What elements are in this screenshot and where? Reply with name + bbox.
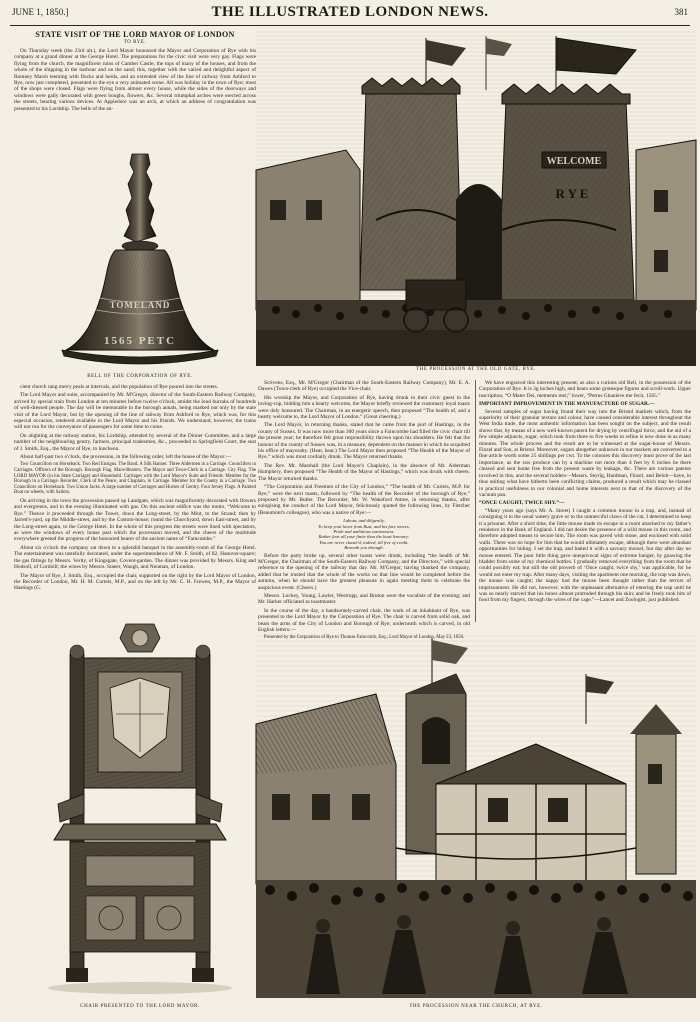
chair-caption: CHAIR PRESENTED TO THE LORD MAYOR. [80,1004,200,1009]
paragraph: The Mayor of Rye, J. Smith, Esq., occupied the chair, supported on the right by the Lord Mayor of London, the Recorder of London, Mr. H. M. Curteis, M.P., and on the left by Mr. C. H. Frewen, M.P., the Mayor of Hastings (G. [14,572,256,592]
paragraph: “The Corporation and Freemen of the City of London,” “The health of Mr. Curteis, M.P. for Rye,” were the next toasts, followed by “The health of the Recorder of the borough of Rye,” proposed by Mr. Butler. The Recorder, Mr. W. Wakeford Attree, in returning thanks, after eulogising the conduct of the Lord Mayor, felicitously quoted the following lines, by Fletcher (Beaumont's colleague), who was a native of Rye:— [258,484,470,516]
masthead [10,4,690,26]
sugar-heading: IMPORTANT IMPROVEMENT IN THE MANUFACTURE OF SUGAR.— [479,401,655,408]
church-engraving [256,634,696,998]
gate-welcome-text: WELCOME [546,156,602,167]
gate-caption: THE PROCESSION AT THE OLD GATE, RYE. [415,367,537,372]
bell-illustration [40,150,240,372]
paragraph: In the course of the day, a handsomely-carved chair, the work of an inhabitant of Rye, was presented to the Lord Mayor by the Corporation of Rye. The chair is carved from solid oak, and bears the arms of the City of London and Borough of Rye; underneath which is carved, in old English letters:— [258,607,470,634]
poem-line: Labour, and diligently, [343,518,385,524]
bell-caption: BELL OF THE CORPORATION OF RYE. [87,374,193,379]
paragraph: On arriving in the town the procession passed up Landgate, which was magnificently decorated with flowers and evergreens, and in the evening illuminated with gas. On this ancient edifice was the motto, “Welcome to Rye.” Thence it proceeded through the Tower, down the Long-street, by the Mint, to the Strand; then by Jarrett's-yard, up the Middle-street, and by the Custom-house; round the Churchyard, down East-street, and by the Long-street again, to the George Hotel. In the whole of this progress the streets were lined with spectators, as were the windows of every house past which the procession moved, and the cheers of the multitude everywhere greeted the progress of the honoured bearer of the ancient name of “Farncombe.” [14,498,256,543]
article-intro: On Thursday week (the 23rd ult.), the Lord Mayor honoured the Mayor and Corporation of Rye with his company at a grand dinner at the George Hotel. The preparations for the civic visit were very gay. Flags were flying from the church, the magnificent ruins of Camber Castle, the tops of many of the houses, and from the whole of the shipping in the harbour and on the sand; this, together with the varied and delightful aspect of Romney Marsh teeming with flocks and herds, and an extended view of the line of railway from Ashford to Rye, now just completed, presented to the eye a very animated scene. All was holiday in the town of Rye; most of the shops were closed. Flags were flying from almost every house, while the sides of the doorways and windows were gaily decorated with green boughs, flowers, &c. Several triumphal arches were erected across the streets, bearing various devices. At Appledore was an arch, at which an address of congratulation was presented to his Lordship. The bells of the an- [14,48,256,112]
issue-date: JUNE 1, 1850.] [12,7,69,17]
paragraph: On alighting at the railway station, his Lordship, attended by several of the Dinner Committee, and a large number of the neighbouring gentry, farmers, principal tradesmen, &c., proceeded to Springfield Court, the seat of J. Smith, Esq., the Mayor of Rye, to luncheon. [14,432,256,452]
paragraph: The Rev. Mr. Marshall (the Lord Mayor's Chaplain), in the absence of Mr. Alderman Humphery, then proposed “The Health of the Mayor of Hastings,” which was drunk with cheers. The Mayor returned thanks. [258,462,470,482]
paragraph: The Lord Mayor, in returning thanks, stated that he came from the port of Hastings, in the county of Sussex. It was now more than 300 years since a Farncombe had filled the civic chair till the present year; he therefore felt great responsibility thrown upon his shoulders. He felt that the honour of the county of Sussex was, in a measure, dependent on the manner in which he acquitted his office of mayoralty. (Hear, hear.) The Lord Mayor then proposed “The Health of the Mayor of Rye,” which was most cordially drunk. The Mayor returned thanks. [258,422,470,461]
gate-illustration [256,30,696,366]
bell-inscription-top: TOMELAND [109,300,171,310]
article-title: STATE VISIT OF THE LORD MAYOR OF LONDON [35,30,235,39]
dinner-column [258,380,470,634]
church-illustration [256,634,696,998]
bell-engraving [40,150,240,372]
mouse-heading: “ONCE CAUGHT, TWICE SHY.”— [479,500,565,507]
paragraph: cient church rang merry peals at intervals, and the population of Rye poured into the streets. [20,384,219,390]
paragraph: Scrivens, Esq., Mr. M'Gregor (Chairman of the South-Eastern Railway Company), Mr. E. A. Dawes (Town-clerk of Rye) occupied the Vice-chair. [258,380,470,393]
column-divider [475,380,476,622]
poem-line: Rather fear all your finite than the least lemonry: [318,534,410,540]
poem [258,518,470,550]
procession-order: Two Councillors on Horseback. Two Red Ensigns. The Band. A Silk Banner. Three Aldermen in a Carriage. Councillors in Carriages. Officers of the Borough. Borough Flag. Mace-Bearers. The Mayor and Town-Clerk in a Carriage. City Flag. The LORD MAYOR (in his State Carriage) and Household. Carriages with the Lord Mayor's Suite and Friends. Member for the Borough in a Carriage. Recorder, Clerk of the Peace, and Chaplain, in Carriage. Member for the County in a Carriage. Two Councillors on Horseback. Two Union Jacks. A large number of Carriages and Horses of Gentry. Four Jersey Flags. A Painted Boat on wheels, with Sailors. [14,462,256,496]
bell-inscription-bottom: 1565 PETC [103,335,177,347]
article-continued [14,384,256,614]
gate-letters-text: R Y E [555,186,589,201]
paragraph: Several samples of sugar having found their way into the Bristol markets which, from the superiority of their granular texture and colour, have caused considerable interest throughout the West India trade, the most authentic information has been sought on the subject, and the result shows that, by means of a new well-known patent for drying by centrifugal force, and the aid of a few simple adjuncts, sugar, which took from three to five weeks to refine is now done in as many minutes. The whole process and the result are to be witnessed at the sugar-house of Messrs. Finzel and Son, at Bristol. Moreover, sugars altogether unknown in our markets are converted to a fine article worth some 25 shillings per cwt. To the colonies this discovery must prove of the last importance, as the raw produce can by a machine not more than 4 feet by 6 inches be there cleared and sent home free from the present waste by leakage, &c. There are various patents involved in this, and the several holders—Messrs. Seyrig, Hardman, Finzel, and Beloh—have, in thus uniting what have hitherto been conflicting claims, produced a result which may be classed in practical usefulness to our colonial and home interests next to that of the discovery of the vacuum pan. [479,408,691,498]
paragraph: About half-past two o'clock, the procession, in the following order, left the house of the Mayor:— [20,454,232,461]
poem-line: Beneath you through. [344,545,384,551]
article-header [14,30,256,144]
gate-engraving [256,30,696,366]
poem-line: Pride and ambitious wantonness. [333,528,395,534]
paragraph: We have engraved this interesting present; as also a curious old Bell, in the possession of the Corporation of Rye. It is 3g inches high, and bears some grotesque figures and scroll-work. Upper inscription, “O Mater Dei, memento mei;” lower, “Petrus Ghanieve me fecit, 1565.” [479,380,691,399]
paragraph: “Many years ago (says Mr. A. Street) I caught a common mouse in a trap, and, instead of consigning it to the usual watery grave or to the unmerciful claws of the cat, I determined to keep it a prisoner. After a short time, the little mouse made its escape in a room attached to my father's residence in the Bank of England. I did not desire the presence of a wild mouse in this room, and therefore adopted means to secure him. The room was paved with stone, and enclosed with solid walls. There was no hope for him that he would ultimately escape, although there were abundant opportunities for hiding. I set the trap, and baited it with a savoury morsel, but day after day no mouse entered. The poor little thing gave unequivocal signs of extreme hunger, by gnawing the bladder from some of my chemical bottles. I gradually removed everything from the room that he could possibly eat; but still the old proverb of ‘Once caught, twice shy,’ was applicable, for he would not enter my trap. After many days, visiting the apartment one morning, the trap was down, the mouse was caught; the nappy had the mouse been thought rather than the terrors of imprisonment. He did not, however, with the unpleasant alternative of entering the trap until he was so nearly starved that his bones almost protruded through his skin; and he freely took bits of food from my fingers, through the wires of the cage.”—Lancet and Zoologist, just published. [479,507,691,604]
poem-line: You are never chaste'd, indeed, till free of credit. [319,539,409,545]
paragraph: The Lord Mayor and suite, accompanied by Mr. M'Gregor, director of the South-Eastern Railway Company, arrived by special train from London at ten minutes before twelve o'clock, amidst the loud hurrahs of hundreds of well-dressed people. The day will be memorable in the borough annals, being marked not only by the state visit of the Lord Mayor, but by the opening of the line of railway from Ashford to Rye, which was, for this especial occasion, rendered available to the Lord Mayor and his friends. We understand, however, the trains will not run for the conveyance of passengers for some time to come. [14,392,256,431]
newspaper-title: THE ILLUSTRATED LONDON NEWS. [211,4,489,20]
masthead-rule [10,25,690,26]
chair-illustration [40,618,240,1000]
church-caption: THE PROCESSION NEAR THE CHURCH, AT RYE. [409,1004,543,1009]
page-number: 381 [674,7,688,17]
poem-line: To keep your heart from Rust, and his face moves, [318,523,410,529]
paragraph: About six o'clock the company sat down to a splendid banquet in the assembly-room of the George Hotel. The entertainment was tastefully decorated, under the superintendence of Mr. F. Smith, of 82, Hanover-square; the gas fittings by Messrs. Verity, of Kingsgate, Covent-garden. The dinner was provided by Messrs. King and Hodsoll, of Cornhill; the wines by Messrs. Staeer, Waugh, and Neuman, of London. [14,544,256,571]
misc-column [479,380,691,624]
article-subtitle: TO RYE. [123,40,147,45]
paragraph: Before the party broke up, several other toasts were drunk, including “the health of Mr. M'Gregor, the Chairman of the South-Eastern Railway Company, and the Directors,” with special reference to the opening of the railway that day. Mr. M'Gregor, having thanked the company, added that he trusted that the whole of the works on that line would be completed before the autumn, when he should have the greatest pleasure in again meeting them to celebrate the auspicious event. (Cheers.) [258,552,470,591]
paragraph: Messrs. Lockey, Young, Lawler, Westropp, and Bruton were the vocalists of the evening; and Mr. Harker officiated as toastmaster. [258,593,470,606]
paragraph: His worship the Mayor, and Corporation of Rye, having drunk to their civic guest in the loving-cup, bidding him a hearty welcome, the Mayor briefly reviewed the customary loyal toasts were duly honoured. The Chairman, in an energetic speech, then proposed “The health of, and a hearty welcome to, the Lord Mayor of London.” (Great cheering.) [258,394,470,421]
chair-engraving [40,618,240,1000]
